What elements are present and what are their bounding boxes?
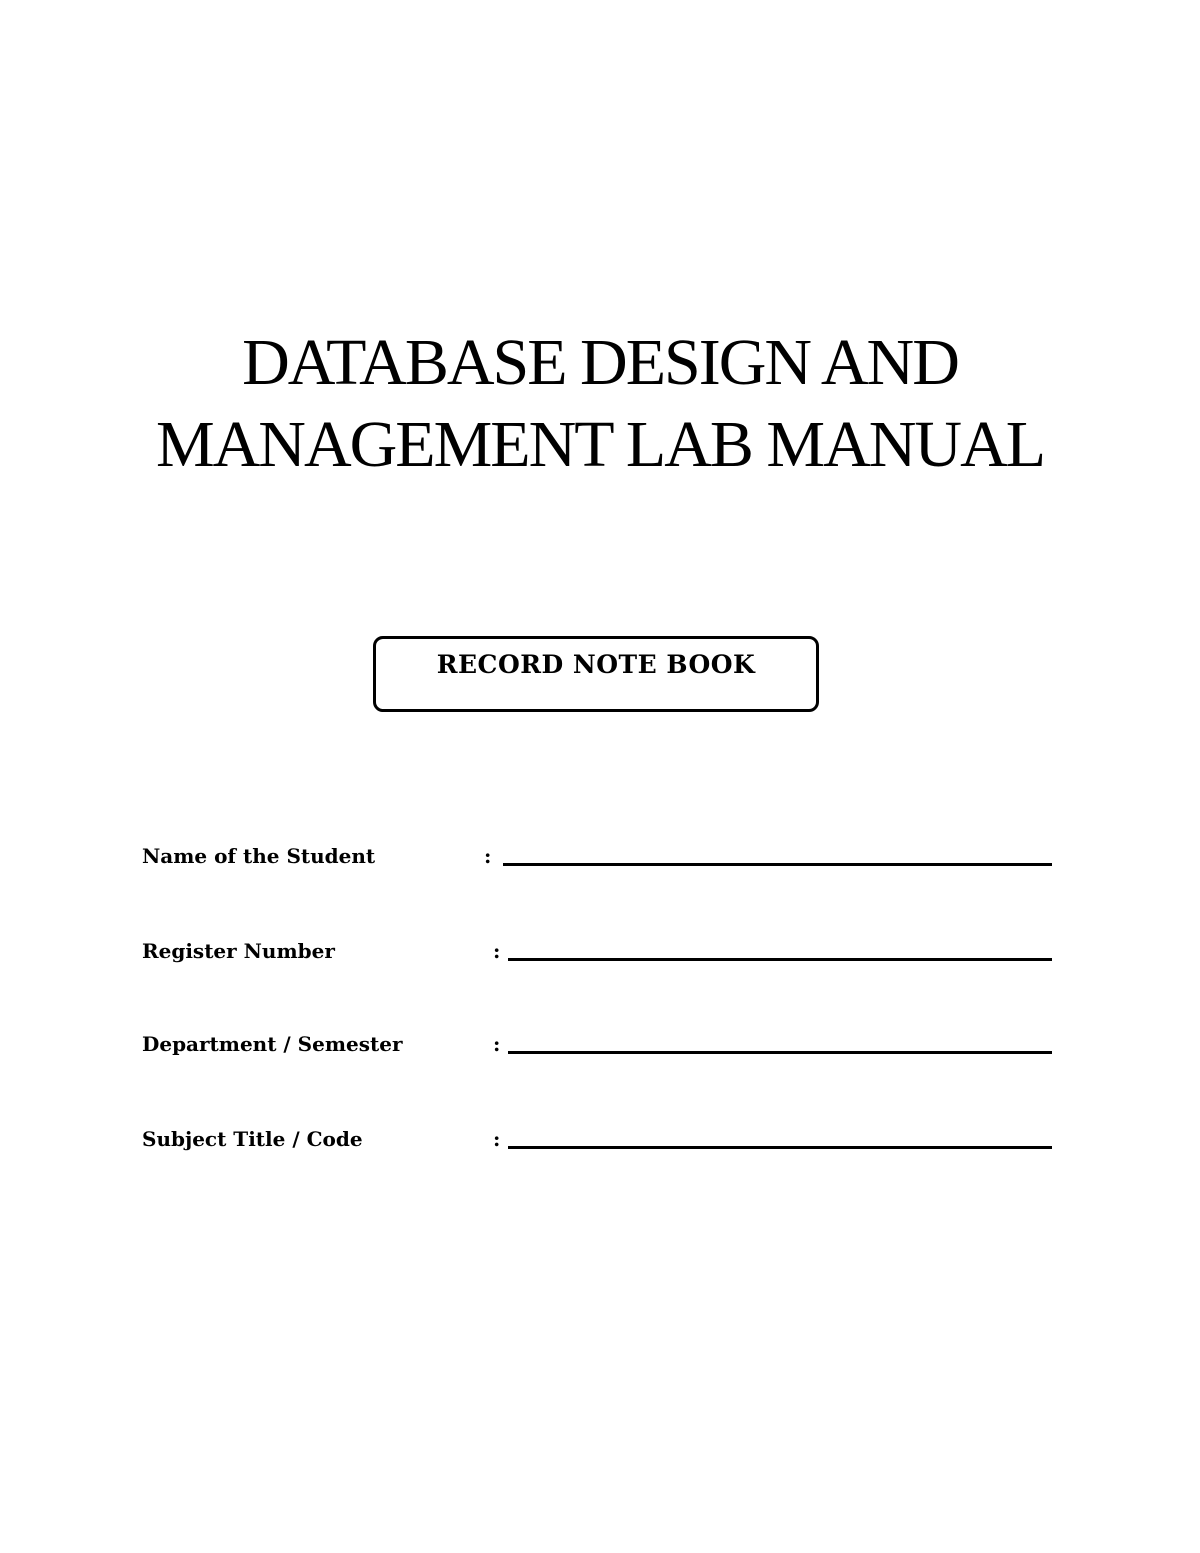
subject-title-code-label: Subject Title / Code [142, 1127, 363, 1151]
title-line-1: DATABASE DESIGN AND [242, 326, 958, 399]
field-colon: : [493, 1127, 501, 1151]
student-name-label: Name of the Student [142, 844, 376, 868]
subject-title-code-blank-line[interactable] [508, 1146, 1052, 1149]
record-note-book-label: RECORD NOTE BOOK [436, 650, 756, 679]
register-number-blank-line[interactable] [508, 958, 1052, 961]
register-number-label: Register Number [142, 939, 335, 963]
title-line-2: MANAGEMENT LAB MANUAL [155, 408, 1045, 481]
department-semester-blank-line[interactable] [508, 1051, 1052, 1054]
field-colon: : [493, 1032, 501, 1056]
field-colon: : [493, 939, 501, 963]
department-semester-label: Department / Semester [142, 1032, 403, 1056]
student-name-blank-line[interactable] [503, 863, 1052, 866]
field-colon: : [484, 844, 492, 868]
